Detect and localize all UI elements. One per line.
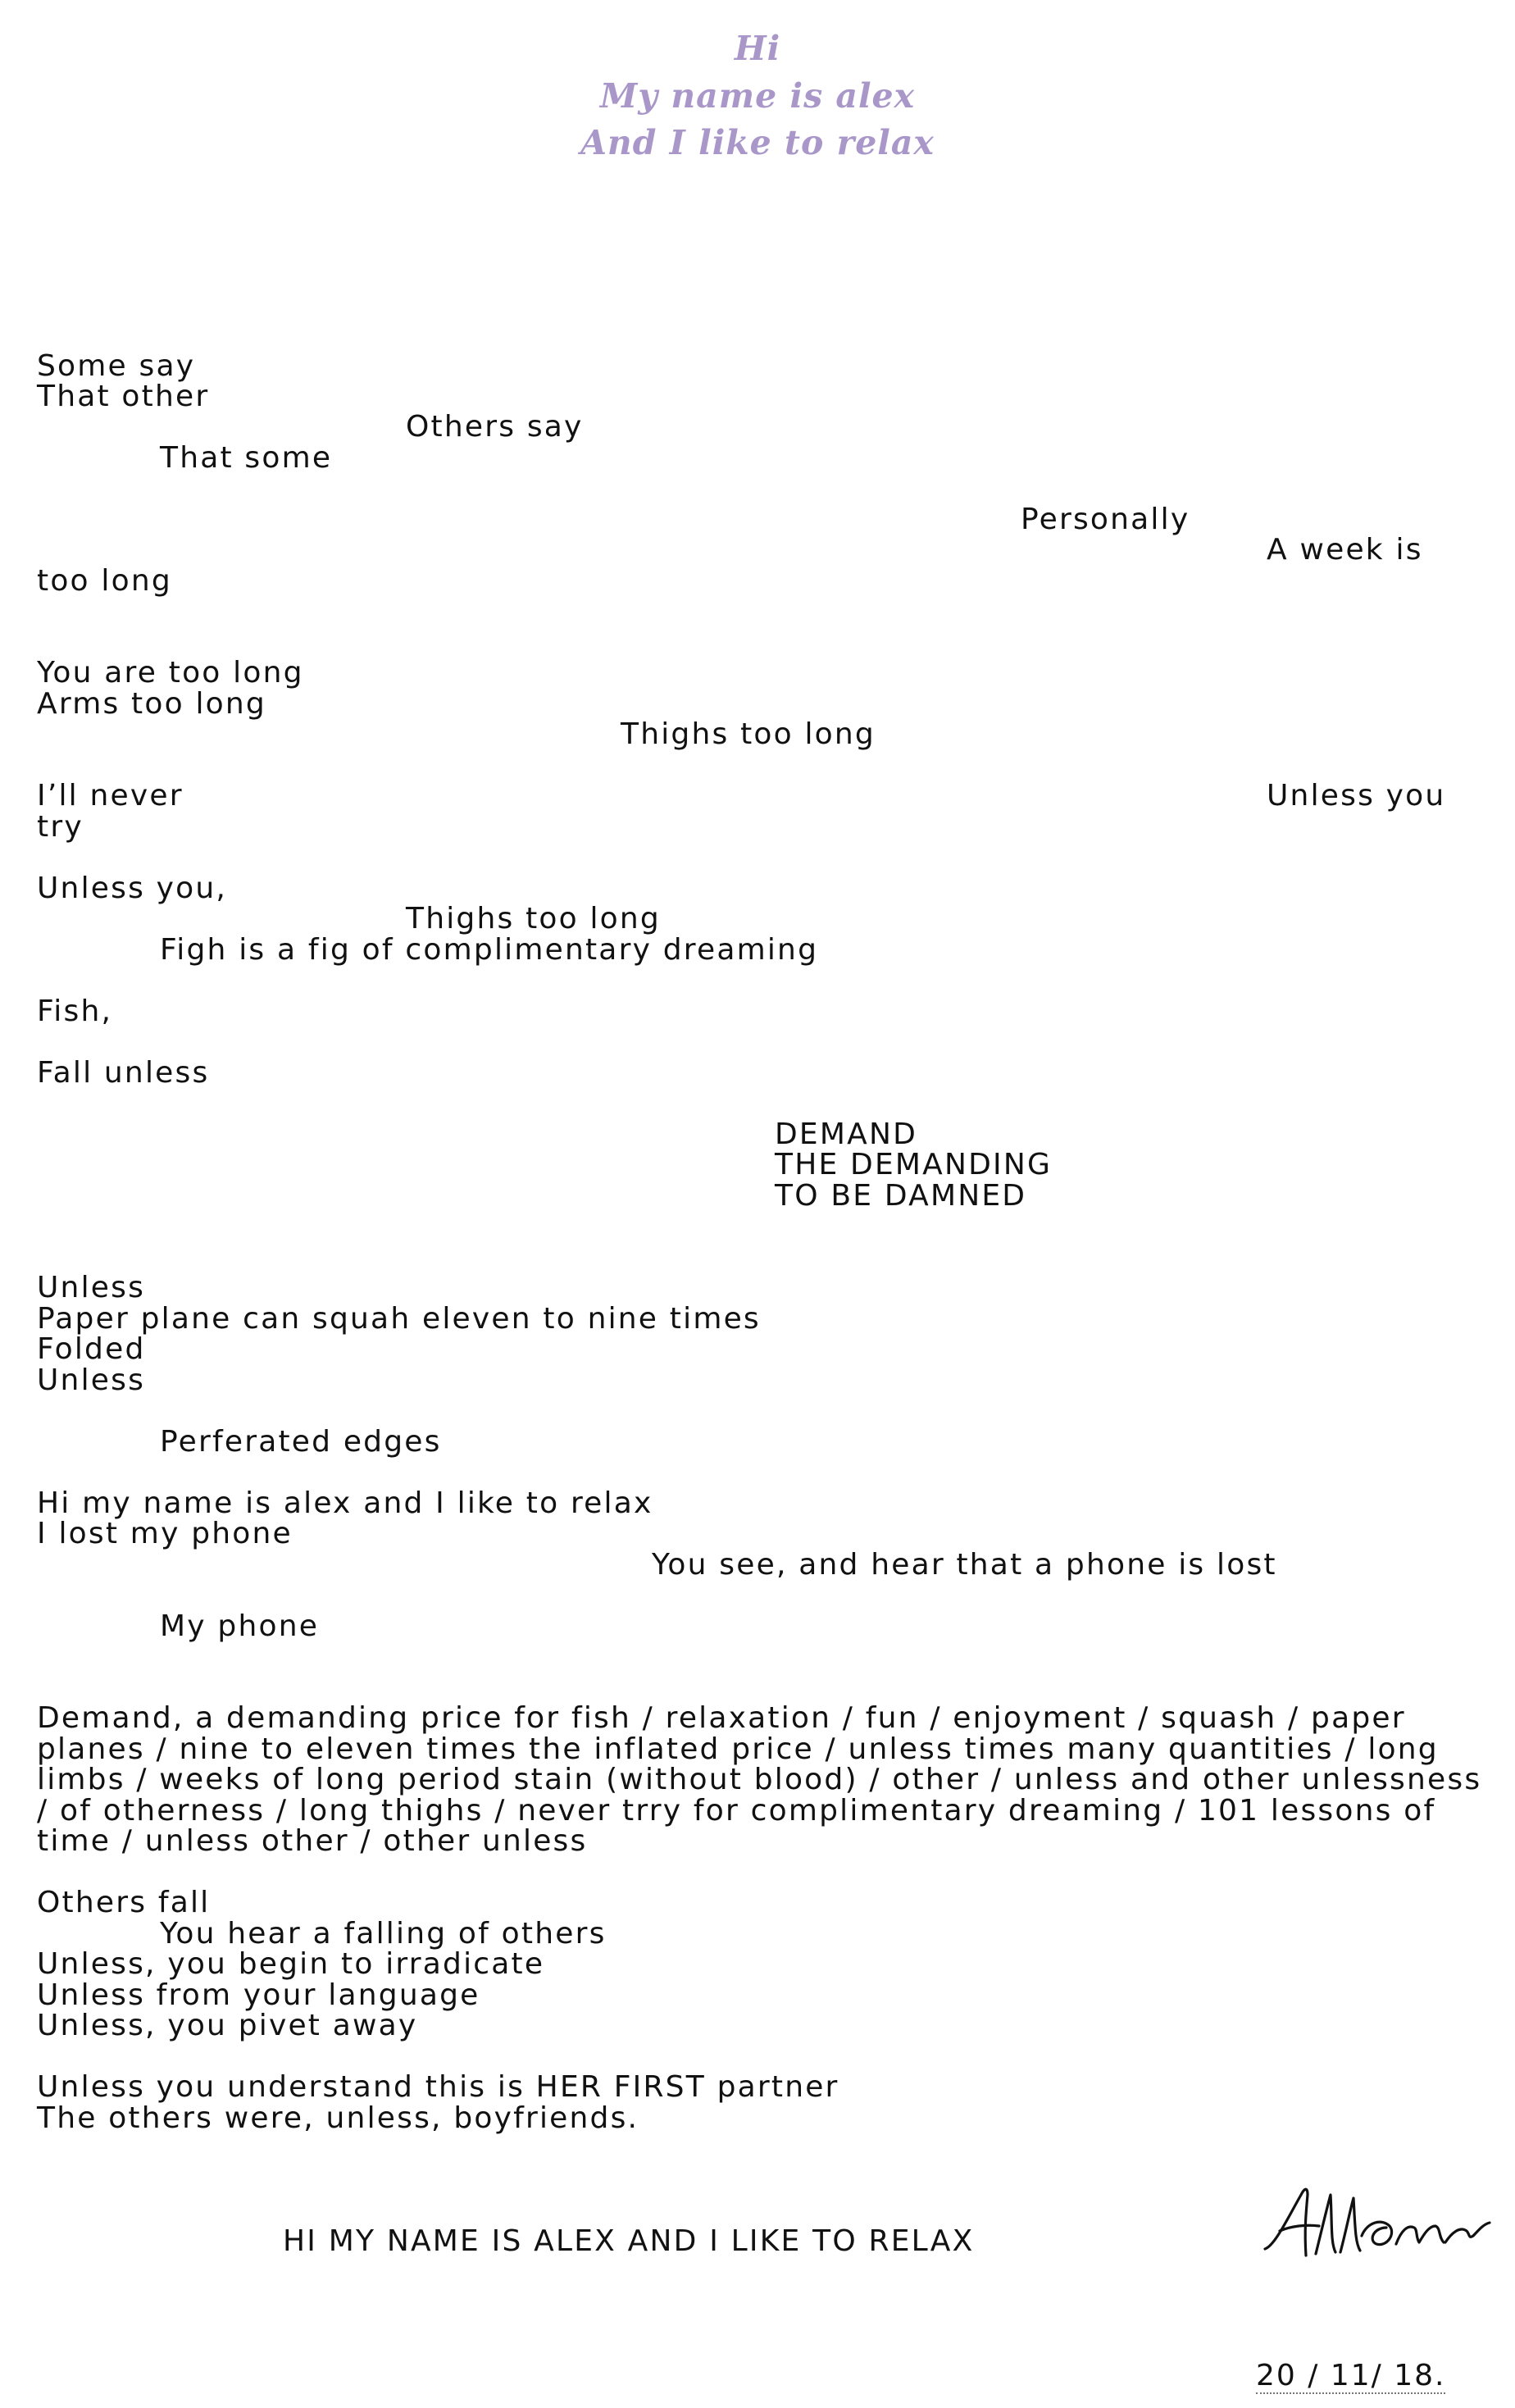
paragraph-line: limbs / weeks of long period stain (without blood) / other / unless and other unlessness — [37, 1763, 1482, 1796]
paragraph-line: planes / nine to eleven times the inflated price / unless times many quantities / long — [37, 1732, 1439, 1766]
poem-line: I lost my phone — [37, 1517, 293, 1550]
poem-line: Unless, you begin to irradicate — [37, 1947, 545, 1981]
poem-line: Unless from your language — [37, 1978, 480, 2012]
poem-line: Others fall — [37, 1886, 211, 1919]
poem-line: Some say — [37, 349, 196, 383]
poem-line: Unless, you pivet away — [37, 2009, 418, 2042]
paragraph-line: time / unless other / other unless — [37, 1824, 588, 1858]
poem-line: Unless you, — [37, 872, 228, 905]
poem-line: Unless you understand this is HER FIRST partner — [37, 2070, 839, 2104]
poem-line: Hi my name is alex and I like to relax — [37, 1486, 653, 1520]
poem-line: try — [37, 810, 84, 844]
poem-line: Figh is a fig of complimentary dreaming — [160, 933, 819, 967]
poem-line: Thighs too long — [621, 717, 876, 751]
poem-line: THE DEMANDING — [775, 1148, 1053, 1181]
poem-line: Unless — [37, 1363, 146, 1397]
poem-line: Others say — [406, 410, 584, 444]
poem-line: Unless — [37, 1271, 146, 1304]
heading-line-3: And I like to relax — [580, 123, 935, 162]
closing-line: HI MY NAME IS ALEX AND I LIKE TO RELAX — [283, 2224, 975, 2258]
poem-line: Unless you — [1267, 779, 1446, 813]
poem-line: Fish, — [37, 995, 113, 1028]
poem-line: too long — [37, 564, 172, 598]
date-stamp: 20 / 11/ 18. — [1256, 2359, 1446, 2392]
poem-line: TO BE DAMNED — [775, 1179, 1027, 1213]
poem-line: That some — [160, 441, 333, 475]
paragraph-line: / of otherness / long thighs / never trry for complimentary dreaming / 101 lessons of — [37, 1794, 1436, 1828]
poem-line: Arms too long — [37, 687, 266, 721]
poem-line: My phone — [160, 1609, 320, 1643]
poem-line: Folded — [37, 1332, 146, 1366]
poem-line: Personally — [1021, 503, 1190, 536]
heading-line-2: My name is alex — [599, 76, 916, 116]
poem-line: I’ll never — [37, 779, 184, 813]
poem-line: Paper plane can squah eleven to nine times — [37, 1302, 761, 1336]
signature-icon — [1258, 2177, 1496, 2267]
poem-line: Thighs too long — [406, 902, 661, 935]
poem-line: Perferated edges — [160, 1425, 442, 1459]
poem-line: A week is — [1267, 533, 1423, 567]
poem-line: You hear a falling of others — [160, 1917, 607, 1951]
poem-line: Fall unless — [37, 1056, 210, 1090]
poem-line: You see, and hear that a phone is lost — [652, 1548, 1277, 1582]
heading-line-1: Hi — [734, 29, 781, 68]
poem-line: DEMAND — [775, 1118, 918, 1151]
poem-line: You are too long — [37, 656, 304, 690]
poem-line: The others were, unless, boyfriends. — [37, 2101, 639, 2135]
poem-line: That other — [37, 380, 210, 413]
paragraph-line: Demand, a demanding price for fish / relaxation / fun / enjoyment / squash / paper — [37, 1701, 1406, 1735]
